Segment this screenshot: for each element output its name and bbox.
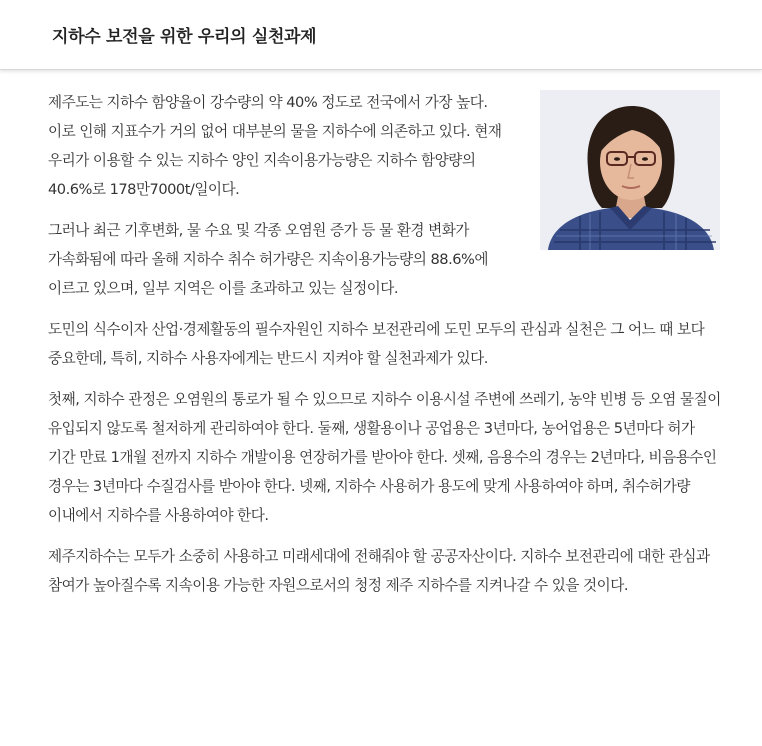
- article-paragraph: 제주지하수는 모두가 소중히 사용하고 미래세대에 전해줘야 할 공공자산이다. 지하수 보전관리에 대한 관심과 참여가 높아질수록 지속이용 가능한 자원으로서의 청정 제주 지하수를 지켜나갈 수 있을 것이다.: [48, 548, 710, 594]
- article-header: [0, 0, 762, 70]
- article-paragraph: 도민의 식수이자 산업·경제활동의 필수자원인 지하수 보전관리에 도민 모두의 관심과 실천은 그 어느 때 보다 중요한데, 특히, 지하수 사용자에게는 반드시 지켜야 할 실천과제가 있다.: [48, 321, 705, 367]
- article-paragraph: 첫째, 지하수 관정은 오염원의 통로가 될 수 있으므로 지하수 이용시설 주변에 쓰레기, 농약 빈병 등 오염 물질이 유입되지 않도록 철저하게 관리하여야 한다. 둘째, 생활용이나 공업용은 3년마다, 농어업용은 5년마다 허가 기간 만료 1개월 전까지 지하수 개발이용 연장허가를 받아야 한다. 셋째, 음용수의 경우는 2년마다, 비음용수인 경우는 3년마다 수질검사를 받아야 한다. 넷째, 지하수 사용허가 용도에 맞게 사용하여야 하며, 취수허가량 이내에서 지하수를 사용하여야 한다.: [48, 391, 721, 524]
- article-body: [48, 88, 722, 612]
- page-title: 지하수 보전을 위한 우리의 실천과제: [52, 27, 317, 47]
- article-paragraph: 그러나 최근 기후변화, 물 수요 및 각종 오염원 증가 등 물 환경 변화가 가속화됨에 따라 올해 지하수 취수 허가량은 지속이용가능량의 88.6%에 이르고 있으며, 일부 지역은 이를 초과하고 있는 실정이다.: [48, 222, 488, 297]
- article-paragraph: 제주도는 지하수 함양율이 강수량의 약 40% 정도로 전국에서 가장 높다. 이로 인해 지표수가 거의 없어 대부분의 물을 지하수에 의존하고 있다. 현재 우리가 이용할 수 있는 지하수 양인 지속이용가능량은 지하수 함양량의 40.6%로 178만7000t/일이다.: [48, 94, 502, 198]
- author-photo: [540, 90, 720, 250]
- portrait-illustration: [540, 90, 720, 250]
